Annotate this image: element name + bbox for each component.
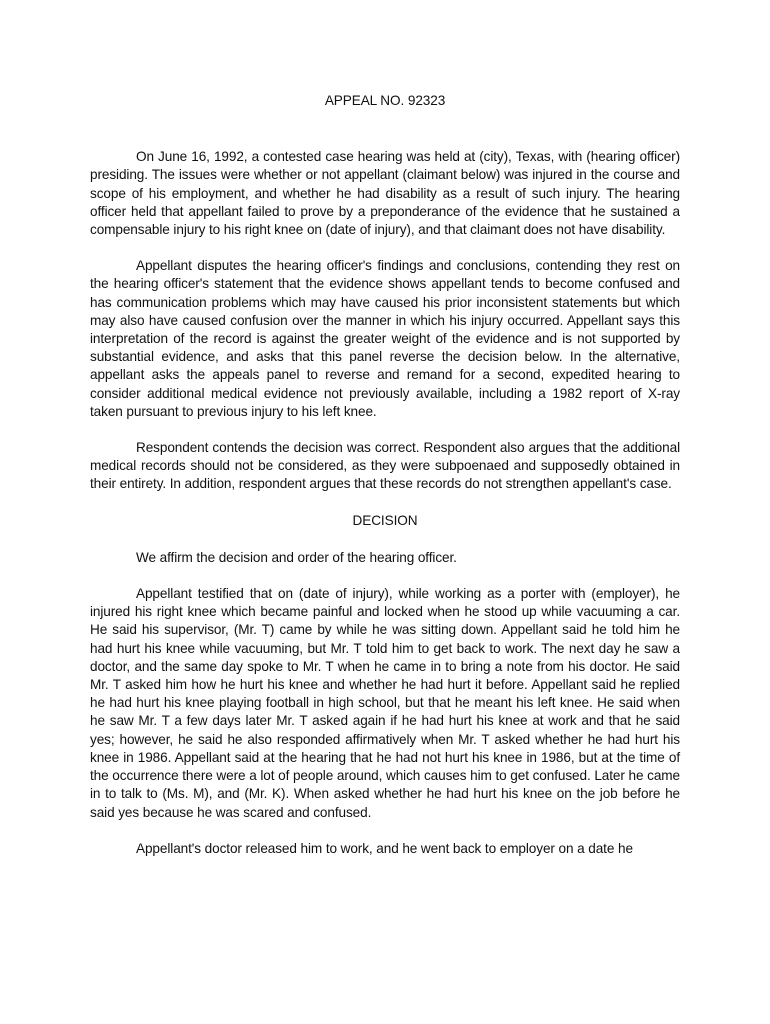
document-title: APPEAL NO. 92323 bbox=[324, 93, 446, 108]
paragraph-release-to-work: Appellant's doctor released him to work, and he went back to employer on a date he bbox=[136, 840, 633, 856]
document-page bbox=[90, 92, 680, 876]
paragraph-appellant-dispute: Appellant disputes the hearing officer's findings and conclusions, contending they rest on the hearing officer's statement that the evidence shows appellant tends to become confused and has communication problems which may have caused his prior inconsistent statements but which may also have caused confusion over the manner in which his injury occurred. Appellant says this interpretation of the record is against the greater weight of the evidence and is not supported by substantial evidence, and asks that this panel reverse the decision below. In the alternative, appellant asks the appeals panel to reverse and remand for a second, expedited hearing to consider additional medical evidence not previously available, including a 1982 report of X-ray taken pursuant to previous injury to his left knee. bbox=[90, 258, 680, 419]
paragraph-hearing-summary: On June 16, 1992, a contested case hearing was held at (city), Texas, with (hearing officer) presiding. The issues were whether or not appellant (claimant below) was injured in the course and scope of his employment, and whether he had disability as a result of such injury. The hearing officer held that appellant failed to prove by a preponderance of the evidence that he sustained a compensable injury to his right knee on (date of injury), and that claimant does not have disability. bbox=[90, 149, 680, 238]
paragraph-affirm: We affirm the decision and order of the hearing officer. bbox=[136, 549, 457, 565]
paragraph-testimony: Appellant testified that on (date of injury), while working as a porter with (employer), he injured his right knee which became painful and locked when he stood up while vacuuming a car. He said his supervisor, (Mr. T) came by while he was sitting down. Appellant said he told him he had hurt his knee while vacuuming, but Mr. T told him to get back to work. The next day he saw a doctor, and the same day spoke to Mr. T when he came in to bring a note from his doctor. He said Mr. T asked him how he hurt his knee and whether he had hurt it before. Appellant said he replied he had hurt his knee playing football in high school, but that he meant his left knee. He said when he saw Mr. T a few days later Mr. T asked again if he had hurt his knee at work and that he said yes; however, he said he also responded affirmatively when Mr. T asked whether he had hurt his knee in 1986. Appellant said at the hearing that he had not hurt his knee in 1986, but at the time of the occurrence there were a lot of people around, which causes him to get confused. Later he came in to talk to (Ms. M), and (Mr. K). When asked whether he had hurt his knee on the job before he said yes because he was scared and confused. bbox=[90, 586, 680, 820]
decision-heading: DECISION bbox=[352, 512, 418, 528]
paragraph-respondent-contention: Respondent contends the decision was correct. Respondent also argues that the additional medical records should not be considered, as they were subpoenaed and supposedly obtained in their entirety. In addition, respondent argues that these records do not strengthen appellant's case. bbox=[90, 440, 680, 492]
